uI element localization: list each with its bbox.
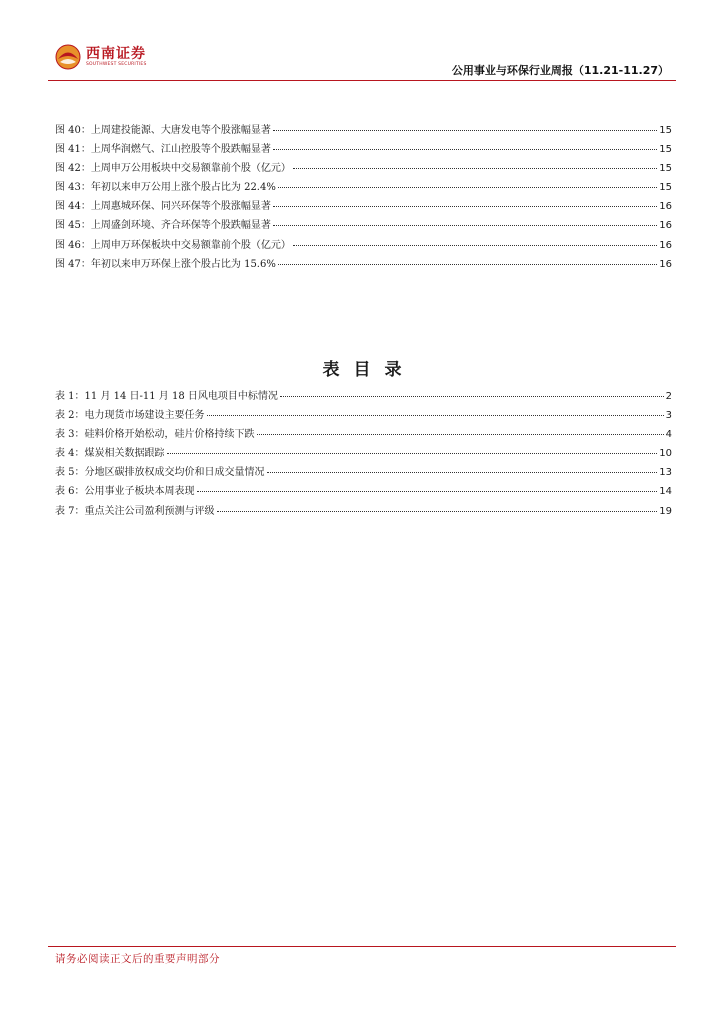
toc-entry-label[interactable]: 图 47：年初以来申万环保上涨个股占比为 15.6% bbox=[55, 258, 276, 270]
figure-toc-list bbox=[55, 121, 672, 274]
toc-entry[interactable] bbox=[55, 482, 672, 501]
toc-entry-label[interactable]: 表 7：重点关注公司盈利预测与评级 bbox=[55, 505, 215, 517]
toc-entry[interactable] bbox=[55, 406, 672, 425]
toc-entry-page[interactable]: 16 bbox=[659, 201, 672, 213]
toc-entry-page[interactable]: 15 bbox=[659, 144, 672, 156]
toc-entry-page[interactable]: 16 bbox=[659, 220, 672, 232]
brand-logo bbox=[55, 44, 147, 70]
toc-dot-leader bbox=[267, 472, 658, 473]
toc-entry[interactable] bbox=[55, 140, 672, 159]
toc-entry-label[interactable]: 图 45：上周盛剑环境、齐合环保等个股跌幅显著 bbox=[55, 220, 271, 232]
toc-entry-label[interactable]: 表 2：电力现货市场建设主要任务 bbox=[55, 410, 205, 422]
header-divider bbox=[48, 80, 676, 81]
footer-disclaimer: 请务必阅读正文后的重要声明部分 bbox=[55, 953, 220, 965]
toc-entry-label[interactable]: 图 40：上周建投能源、大唐发电等个股涨幅显著 bbox=[55, 125, 271, 136]
toc-dot-leader bbox=[217, 511, 658, 512]
toc-dot-leader bbox=[273, 149, 657, 150]
toc-entry-label[interactable]: 表 6：公用事业子板块本周表现 bbox=[55, 486, 195, 498]
table-toc-list bbox=[55, 387, 672, 521]
toc-entry-label[interactable]: 表 5：分地区碳排放权成交均价和日成交量情况 bbox=[55, 467, 265, 479]
toc-entry-page[interactable]: 4 bbox=[665, 429, 672, 441]
toc-dot-leader bbox=[273, 206, 657, 207]
toc-dot-leader bbox=[207, 415, 664, 416]
toc-entry-label[interactable]: 图 43：年初以来申万公用上涨个股占比为 22.4% bbox=[55, 182, 276, 194]
toc-entry-label[interactable]: 图 46：上周申万环保板块中交易额靠前个股（亿元） bbox=[55, 239, 291, 251]
toc-entry-page[interactable]: 14 bbox=[659, 486, 672, 498]
toc-entry-label[interactable]: 表 1：11 月 14 日-11 月 18 日风电项目中标情况 bbox=[55, 391, 278, 402]
toc-entry-label[interactable]: 表 4：煤炭相关数据跟踪 bbox=[55, 448, 165, 460]
toc-entry-page[interactable]: 15 bbox=[659, 182, 672, 194]
toc-entry-page[interactable]: 3 bbox=[665, 410, 672, 422]
report-title: 公用事业与环保行业周报（11.21-11.27） bbox=[451, 64, 669, 77]
toc-entry[interactable] bbox=[55, 255, 672, 274]
toc-entry-label[interactable]: 图 44：上周惠城环保、同兴环保等个股涨幅显著 bbox=[55, 201, 271, 213]
table-toc-heading: 表目录 bbox=[322, 360, 416, 380]
toc-entry[interactable] bbox=[55, 387, 672, 406]
toc-entry-page[interactable]: 13 bbox=[659, 467, 672, 479]
toc-entry-page[interactable]: 16 bbox=[659, 258, 672, 270]
toc-entry[interactable] bbox=[55, 444, 672, 463]
toc-entry[interactable] bbox=[55, 236, 672, 255]
brand-logo-icon bbox=[55, 44, 81, 70]
toc-entry-page[interactable]: 2 bbox=[665, 391, 672, 402]
toc-dot-leader bbox=[273, 130, 657, 131]
toc-dot-leader bbox=[197, 491, 658, 492]
brand-name-en: SOUTHWEST SECURITIES bbox=[86, 62, 147, 67]
toc-entry[interactable] bbox=[55, 216, 672, 235]
toc-dot-leader bbox=[278, 187, 657, 188]
toc-entry-page[interactable]: 16 bbox=[659, 239, 672, 251]
toc-dot-leader bbox=[293, 168, 657, 169]
toc-entry-label[interactable]: 表 3：硅料价格开始松动，硅片价格持续下跌 bbox=[55, 429, 255, 441]
toc-entry-page[interactable]: 10 bbox=[659, 448, 672, 460]
toc-dot-leader bbox=[280, 396, 664, 397]
toc-dot-leader bbox=[273, 225, 657, 226]
toc-entry-page[interactable]: 19 bbox=[659, 505, 672, 517]
footer-divider bbox=[48, 946, 676, 947]
toc-dot-leader bbox=[278, 264, 657, 265]
toc-entry[interactable] bbox=[55, 178, 672, 197]
toc-entry[interactable] bbox=[55, 197, 672, 216]
toc-dot-leader bbox=[293, 245, 657, 246]
toc-entry[interactable] bbox=[55, 425, 672, 444]
toc-entry-page[interactable]: 15 bbox=[659, 125, 672, 136]
toc-entry[interactable] bbox=[55, 463, 672, 482]
toc-entry-label[interactable]: 图 41：上周华润燃气、江山控股等个股跌幅显著 bbox=[55, 144, 271, 156]
brand-name-cn: 西南证券 bbox=[86, 46, 146, 62]
toc-entry-page[interactable]: 15 bbox=[659, 163, 672, 175]
toc-dot-leader bbox=[167, 453, 658, 454]
toc-entry[interactable] bbox=[55, 159, 672, 178]
toc-entry[interactable] bbox=[55, 502, 672, 521]
toc-entry[interactable] bbox=[55, 121, 672, 140]
toc-dot-leader bbox=[257, 434, 664, 435]
toc-entry-label[interactable]: 图 42：上周申万公用板块中交易额靠前个股（亿元） bbox=[55, 163, 291, 175]
